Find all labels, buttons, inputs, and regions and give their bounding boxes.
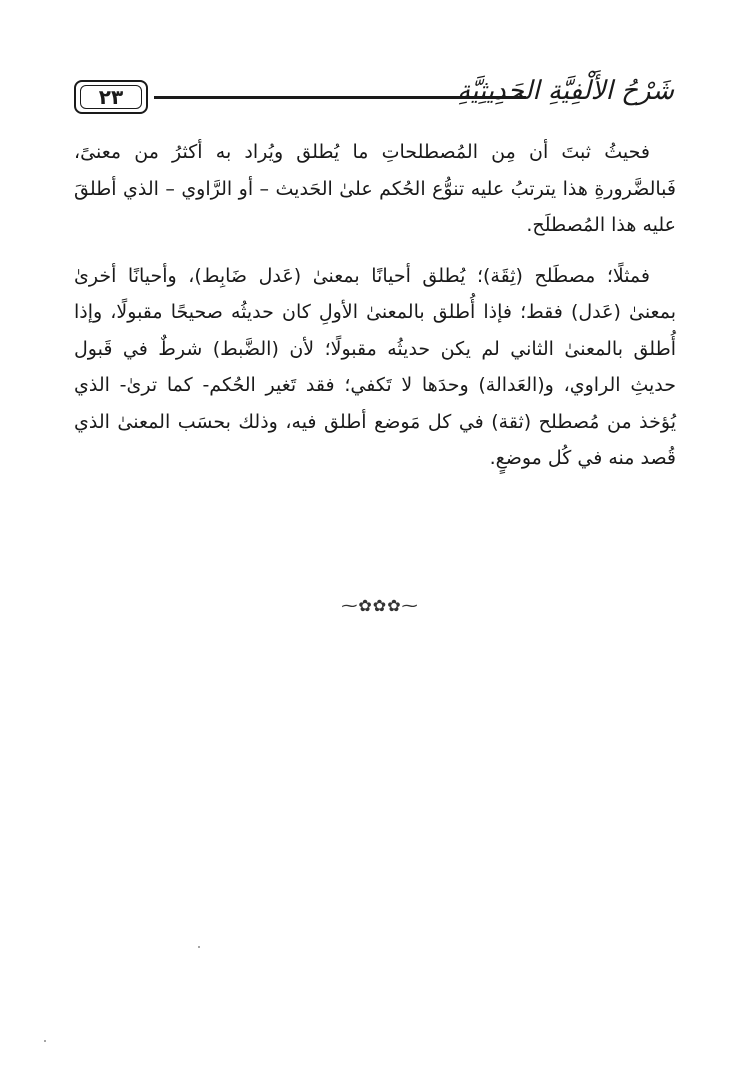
running-header bbox=[74, 74, 674, 124]
scan-speck bbox=[44, 1040, 46, 1042]
page-number: ٢٣ bbox=[74, 80, 148, 114]
section-ornament: ⁓✿✿✿⁓ bbox=[341, 596, 419, 615]
paragraph-2: فمثلًا؛ مصطَلح (ثِقَة)؛ يُطلق أحيانًا بمعنىٰ (عَدل ضَابِط)، وأحيانًا أخرىٰ بمعنىٰ (عَدل) فقط؛ فإذا أُطلق بالمعنىٰ الأولِ كان حديثُه صحيحًا مقبولًا، وإذا أُطلق بالمعنىٰ الثاني لم يكن حديثُه مقبولًا؛ لأن (الضَّبط) شرطٌ في قَبول حديثِ الراوي، و(العَدالة) وحدَها لا تَكفي؛ فقد تَغير الحُكم- كما ترىٰ- الذي يُؤخذ من مُصطلح (ثقة) في كل مَوضع أطلق فيه، وذلك بحسَب المعنىٰ الذي قُصد منه في كُل موضعٍ. bbox=[74, 264, 676, 469]
paragraph-1: فحيثُ ثبتَ أن مِن المُصطلحاتِ ما يُطلق ويُراد به أكثرُ من معنىً، فَبالضَّرورةِ هذا يترتبُ عليه تنوُّع الحُكم علىٰ الحَديث – أو الرَّاوي – الذي أطلقَ عليه هذا المُصطلَح. bbox=[74, 141, 676, 236]
scan-speck bbox=[198, 946, 200, 948]
page-body bbox=[74, 134, 676, 477]
book-title: شَرْحُ الأَلْفِيَّةِ الحَدِيثِيَّةِ bbox=[457, 76, 674, 106]
